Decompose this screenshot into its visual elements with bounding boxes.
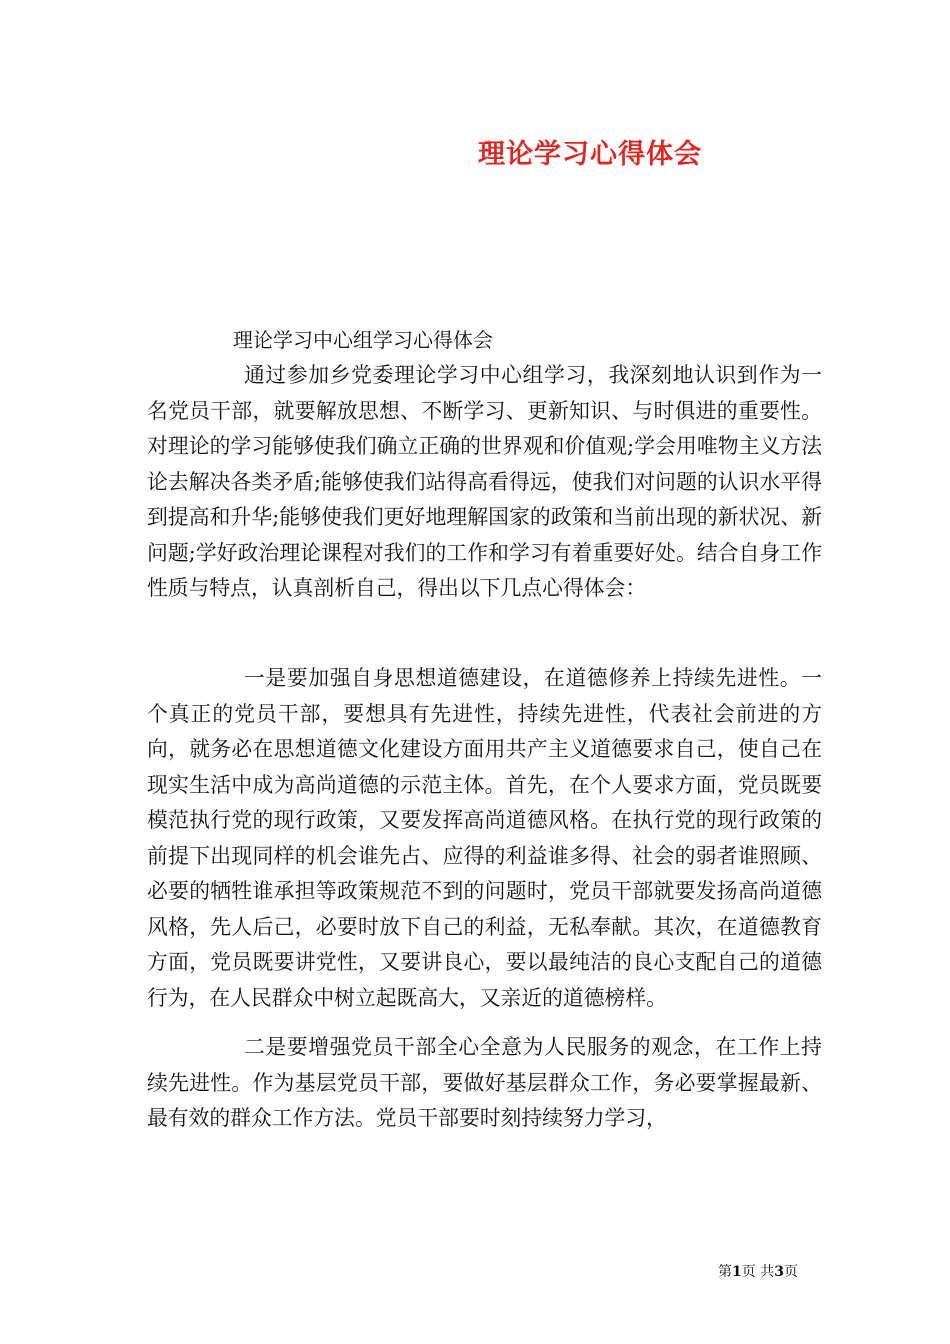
footer-suffix: 页	[783, 1264, 798, 1280]
page-title: 理论学习心得体会	[478, 139, 702, 170]
page-footer	[718, 1262, 798, 1282]
current-page-number: 1	[732, 1264, 742, 1280]
document-subtitle: 理论学习中心组学习心得体会	[233, 328, 493, 352]
footer-middle: 页 共	[741, 1264, 775, 1280]
total-page-number: 3	[774, 1264, 784, 1280]
body-paragraph: 二是要增强党员干部全心全意为人民服务的观念，在工作上持续先进性。作为基层党员干部，要做好基层群众工作，务必要掌握最新、最有效的群众工作方法。党员干部要时刻持续努力学习，	[147, 1035, 822, 1130]
body-paragraph: 通过参加乡党委理论学习中心组学习，我深刻地认识到作为一名党员干部，就要解放思想、不断学习、更新知识、与时俱进的重要性。对理论的学习能够使我们确立正确的世界观和价值观;学会用唯物主义方法论去解决各类矛盾;能够使我们站得高看得远，使我们对问题的认识水平得到提高和升华;能够使我们更好地理解国家的政策和当前出现的新状况、新问题;学好政治理论课程对我们的工作和学习有着重要好处。结合自身工作性质与特点，认真剖析自己，得出以下几点心得体会：	[147, 363, 822, 600]
body-paragraph: 一是要加强自身思想道德建设，在道德修养上持续先进性。一个真正的党员干部，要想具有先进性，持续先进性，代表社会前进的方向，就务必在思想道德文化建设方面用共产主义道德要求自己，使自己在现实生活中成为高尚道德的示范主体。首先，在个人要求方面，党员既要模范执行党的现行政策，又要发挥高尚道德风格。在执行党的现行政策的前提下出现同样的机会谁先占、应得的利益谁多得、社会的弱者谁照顾、必要的牺牲谁承担等政策规范不到的问题时，党员干部就要发扬高尚道德风格，先人后己，必要时放下自己的利益，无私奉献。其次，在道德教育方面，党员既要讲党性，又要讲良心，要以最纯洁的良心支配自己的道德行为，在人民群众中树立起既高大，又亲近的道德榜样。	[147, 666, 822, 1010]
footer-prefix: 第	[718, 1264, 732, 1280]
